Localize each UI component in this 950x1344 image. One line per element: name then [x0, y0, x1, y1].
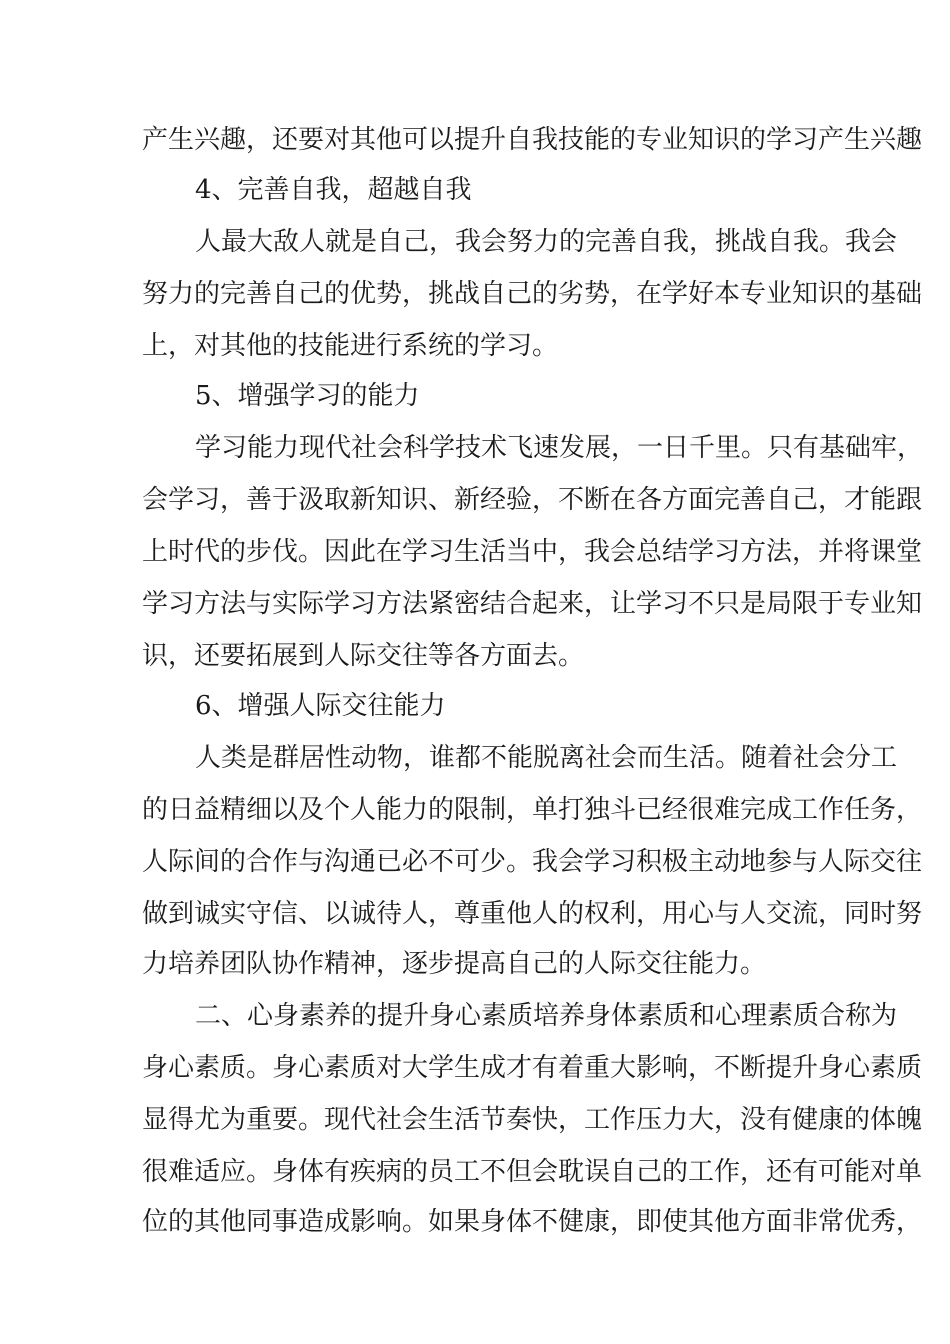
text-line: 产生兴趣，还要对其他可以提升自我技能的专业知识的学习产生兴趣 — [142, 125, 923, 155]
text-line: 识，还要拓展到人际交往等各方面去。 — [142, 641, 585, 671]
text-line: 做到诚实守信、以诚待人，尊重他人的权利，用心与人交流，同时努 — [142, 899, 923, 929]
text-line: 上时代的步伐。因此在学习生活当中，我会总结学习方法，并将课堂 — [142, 537, 923, 567]
text-line: 学习方法与实际学习方法紧密结合起来，让学习不只是局限于专业知 — [142, 589, 923, 619]
text-line: 人际间的合作与沟通已必不可少。我会学习积极主动地参与人际交往 — [142, 847, 923, 877]
text-line: 显得尤为重要。现代社会生活节奏快，工作压力大，没有健康的体魄 — [142, 1105, 923, 1135]
section-heading-2: 二、心身素养的提升身心素质培养身体素质和心理素质合称为 — [195, 1001, 898, 1031]
text-line: 学习能力现代社会科学技术飞速发展，一日千里。只有基础牢， — [195, 433, 924, 463]
text-line: 的日益精细以及个人能力的限制，单打独斗已经很难完成工作任务， — [142, 795, 923, 825]
text-line: 很难适应。身体有疾病的员工不但会耽误自己的工作，还有可能对单 — [142, 1157, 923, 1187]
text-line: 位的其他同事造成影响。如果身体不健康，即使其他方面非常优秀， — [142, 1207, 923, 1237]
text-line: 力培养团队协作精神，逐步提高自己的人际交往能力。 — [142, 949, 767, 979]
text-line: 身心素质。身心素质对大学生成才有着重大影响，不断提升身心素质 — [142, 1053, 923, 1083]
section-heading-4: 4、完善自我，超越自我 — [195, 175, 472, 205]
text-line: 人类是群居性动物，谁都不能脱离社会而生活。随着社会分工 — [195, 743, 898, 773]
text-line: 努力的完善自己的优势，挑战自己的劣势，在学好本专业知识的基础 — [142, 279, 923, 309]
text-line: 人最大敌人就是自己，我会努力的完善自我，挑战自我。我会 — [195, 227, 898, 257]
section-heading-5: 5、增强学习的能力 — [195, 381, 420, 411]
text-line: 会学习，善于汲取新知识、新经验，不断在各方面完善自己，才能跟 — [142, 485, 923, 515]
section-heading-6: 6、增强人际交往能力 — [195, 691, 446, 721]
text-line: 上，对其他的技能进行系统的学习。 — [142, 331, 559, 361]
